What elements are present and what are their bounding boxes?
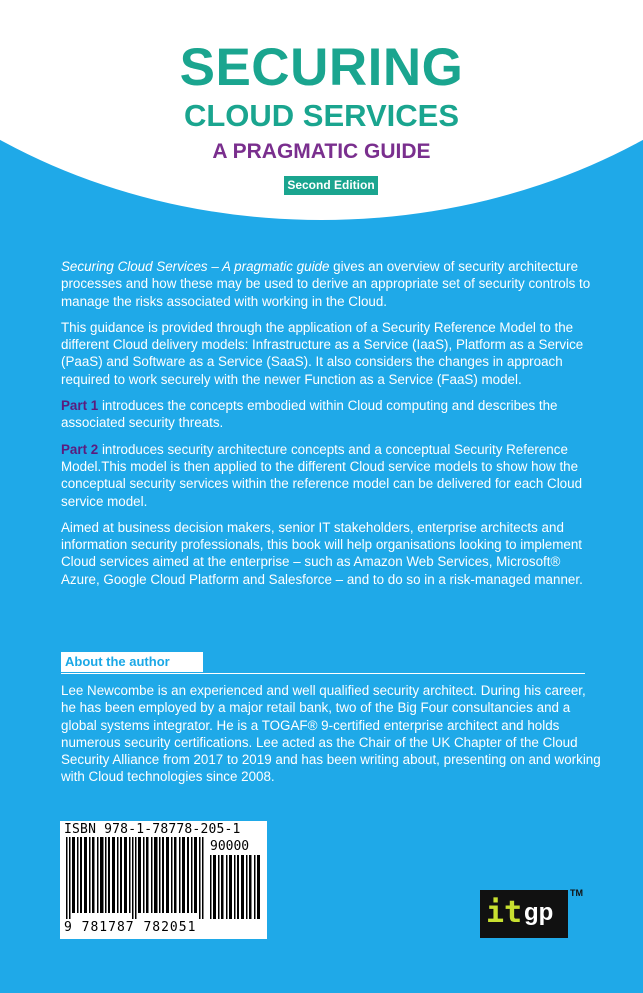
title-cloud-services: CLOUD SERVICES (183, 98, 460, 133)
part1-label: Part 1 (61, 398, 99, 414)
part2-label: Part 2 (61, 441, 99, 457)
price-code: 90000 (210, 839, 250, 854)
isbn-barcode (60, 821, 267, 939)
blurb-paragraph-3 (61, 397, 601, 432)
title-securing: SECURING (179, 38, 464, 97)
price-barcode-bars-icon (210, 855, 262, 919)
blurb-paragraph-2: This guidance is provided through the application of a Security Reference Model to the different Cloud delivery models: Infrastructure as a Service (IaaS), Platform as a Service (PaaS) and Software as a Service (SaaS). It also considers the changes in approach required to work securely with the newer Function as a Service (FaaS) model. (61, 319, 584, 387)
blurb-p1-text: gives an overview of security architecture processes and how these may be used to derive an appropriate set of security controls to manage the risks associated with working in the Cloud. (61, 259, 591, 309)
logo-gp-text: gp (524, 899, 554, 926)
part2-text: introduces security architecture concepts and a conceptual Security Reference Model.This model is then applied to the different Cloud service models to show how the conceptual security services within the reference model can be delivered for each Cloud service model. (61, 441, 583, 509)
edition-badge: Second Edition (284, 176, 378, 195)
subtitle: A PRAGMATIC GUIDE (212, 140, 431, 163)
blurb-paragraph-4 (61, 441, 601, 510)
blurb-paragraph-1 (61, 258, 601, 310)
about-author-text: Lee Newcombe is an experienced and well qualified security architect. During his career, he has been employed by a major retail bank, two of the Big Four consultancies and a global systems integrator. He is a TOGAF® 9-certified enterprise architect and holds numerous security certifications. Lee acted as the Chair of the UK Chapter of the Cloud Security Alliance from 2017 to 2019 and has been writing about, presenting on and working with Cloud technologies since 2008. (61, 683, 601, 785)
blurb-title-italic: Securing Cloud Services – A pragmatic guide (61, 259, 330, 274)
trademark-mark: TM (570, 888, 583, 898)
blurb (61, 258, 601, 597)
barcode-bars-icon (66, 837, 206, 919)
about-author-heading: About the author (61, 652, 203, 672)
part1-text: introduces the concepts embodied within Cloud computing and describes the associated security threats. (61, 398, 558, 431)
blurb-paragraph-5: Aimed at business decision makers, senior IT stakeholders, enterprise architects and information security professionals, this book will help organisations looking to implement Cloud services aimed at the enterprise – such as Amazon Web Services, Microsoft® Azure, Google Cloud Platform and Salesforce – and to do so in a risk-managed manner. (61, 519, 583, 587)
isbn-label: ISBN 978-1-78778-205-1 (64, 822, 241, 837)
logo-it-text: it (486, 895, 523, 930)
about-divider (61, 673, 585, 674)
itgp-logo (480, 890, 568, 938)
isbn-digits: 9 781787 782051 (64, 920, 197, 935)
